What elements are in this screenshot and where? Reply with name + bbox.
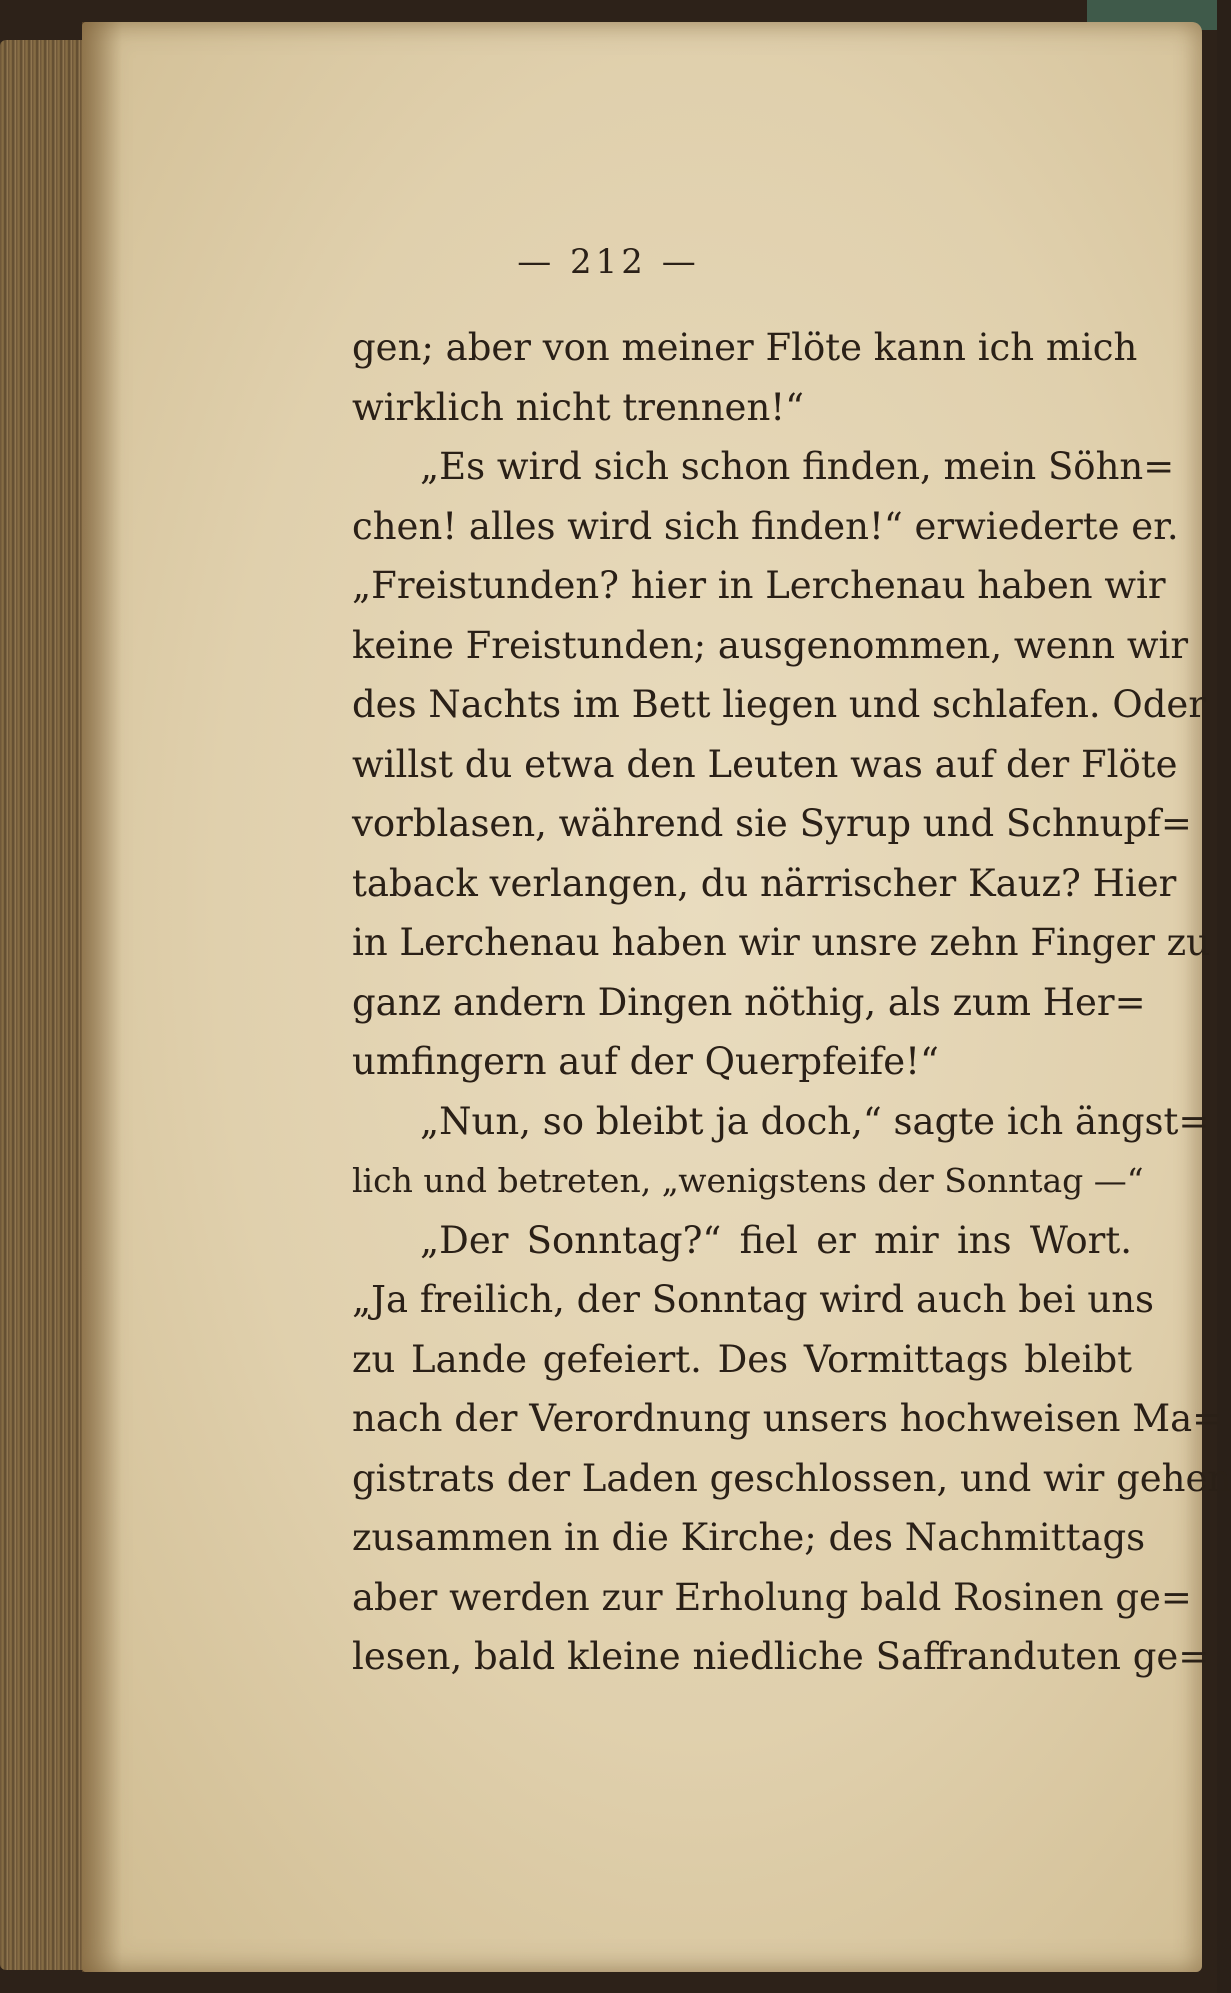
text-line: lesen, bald kleine niedliche Saffranduten ge= — [352, 1635, 1210, 1678]
text-line: „Der Sonntag?“ fiel er mir ins Wort. — [420, 1218, 1132, 1262]
text-line: wirklich nicht trennen!“ — [352, 385, 805, 429]
text-line: vorblasen, während sie Syrup und Schnupf= — [352, 802, 1192, 845]
text-line: des Nachts im Bett liegen und schlafen. Oder — [352, 683, 1207, 726]
text-line: ganz andern Dingen nöthig, als zum Her= — [352, 980, 1146, 1024]
text-line: keine Freistunden; ausgenommen, wenn wir — [352, 623, 1189, 667]
text-line: gistrats der Laden geschlossen, und wir gehen — [352, 1456, 1231, 1500]
page-edges — [0, 40, 95, 1970]
text-line: „Es wird sich schon finden, mein Söhn= — [420, 445, 1175, 488]
text-line: gen; aber von meiner Flöte kann ich mich — [352, 326, 1138, 369]
text-line: zu Lande gefeiert. Des Vormittags bleibt — [352, 1337, 1132, 1381]
text-line: aber werden zur Erholung bald Rosinen ge= — [352, 1575, 1192, 1619]
text-line: „Nun, so bleibt ja doch,“ sagte ich ängst= — [420, 1099, 1210, 1143]
page-number: — 212 — — [517, 242, 700, 282]
text-line: umfingern auf der Querpfeife!“ — [352, 1040, 939, 1083]
text-line: willst du etwa den Leuten was auf der Flöte — [352, 742, 1178, 786]
text-line: lich und betreten, „wenigstens der Sonntag —“ — [352, 1161, 1144, 1200]
text-line: taback verlangen, du närrischer Kauz? Hier — [352, 861, 1177, 905]
text-line: zusammen in die Kirche; des Nachmittags — [352, 1516, 1146, 1559]
text-line: „Freistunden? hier in Lerchenau haben wir — [352, 564, 1166, 607]
text-line: in Lerchenau haben wir unsre zehn Finger zu — [352, 921, 1211, 964]
body-text — [352, 318, 1231, 1687]
text-line: nach der Verordnung unsers hochweisen Ma= — [352, 1397, 1224, 1440]
page-gutter-shadow — [82, 22, 122, 1972]
text-line: „Ja freilich, der Sonntag wird auch bei uns — [352, 1278, 1155, 1321]
text-line: chen! alles wird sich finden!“ erwiederte er. — [352, 504, 1179, 548]
